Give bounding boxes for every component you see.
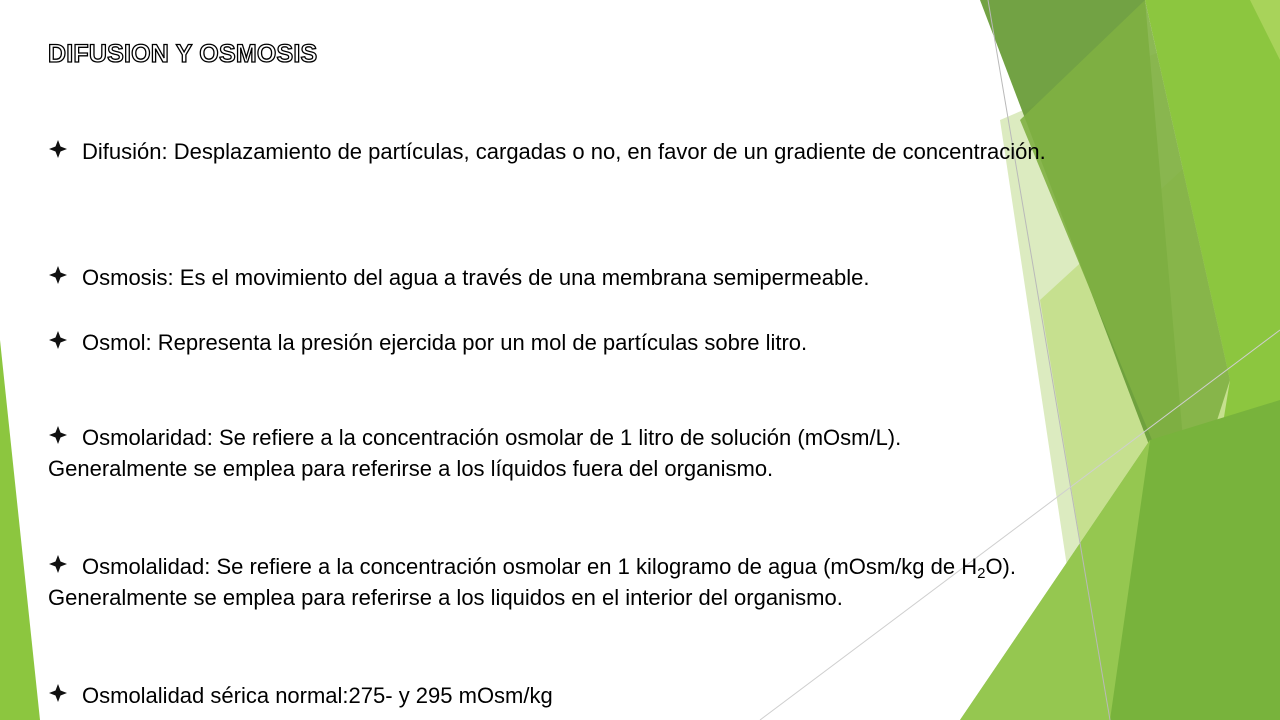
bullet-text: Osmolalidad sérica normal:275- y 295 mOsm/kg (82, 683, 553, 708)
bullet-text: Osmosis: Es el movimiento del agua a través de una membrana semipermeable. (82, 265, 870, 290)
bullet-item-difusion (0, 136, 1280, 206)
slide-title: DIFUSION Y OSMOSIS (48, 40, 318, 68)
diamond-bullet-icon (48, 425, 70, 447)
diamond-bullet-icon (48, 139, 70, 161)
diamond-bullet-icon (48, 554, 70, 576)
bullet-text: Osmol: Representa la presión ejercida por un mol de partículas sobre litro. (82, 330, 808, 355)
bullet-continuation: Generalmente se emplea para referirse a los liquidos en el interior del organismo. (48, 585, 843, 610)
bullet-text: Osmolaridad: Se refiere a la concentración osmolar de 1 litro de solución (mOsm/L). (82, 425, 902, 450)
bullet-item-osmolaridad (0, 422, 1280, 484)
bullet-text (82, 551, 1016, 582)
diamond-bullet-icon (48, 330, 70, 352)
subscript: 2 (977, 565, 986, 582)
bullet-item-osmolalidad (0, 551, 1280, 613)
bullet-item-osmolalidad-serica (0, 680, 1280, 711)
bullet-text: Difusión: Desplazamiento de partículas, cargadas o no, en favor de un gradiente de concentración. (82, 139, 1046, 164)
diamond-bullet-icon (48, 265, 70, 287)
text-after-subscript: O). (985, 554, 1016, 579)
bullet-item-osmol (0, 327, 1280, 358)
bullet-item-osmosis (0, 262, 1280, 293)
diamond-bullet-icon (48, 683, 70, 705)
text-before-subscript: Osmolalidad: Se refiere a la concentración osmolar en 1 kilogramo de agua (mOsm/kg de H (82, 554, 978, 579)
bullet-continuation: Generalmente se emplea para referirse a los líquidos fuera del organismo. (48, 456, 774, 481)
green-left-triangle (0, 340, 40, 720)
